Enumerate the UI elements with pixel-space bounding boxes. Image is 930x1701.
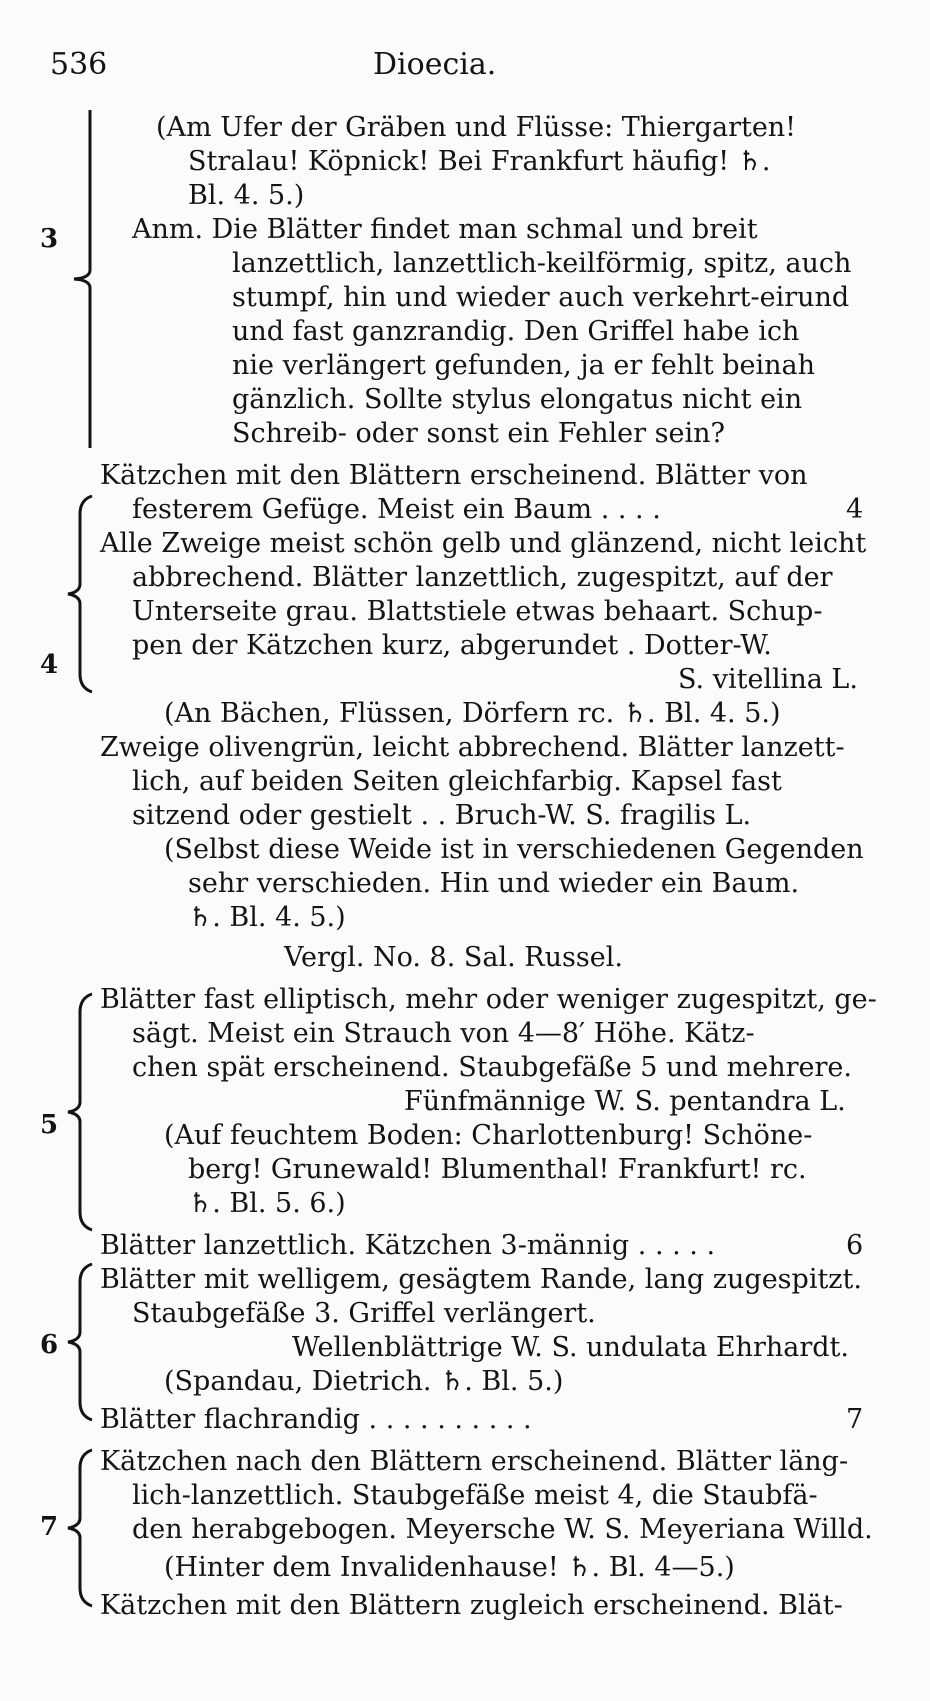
text-line: berg! Grunewald! Blumenthal! Frankfurt! rc. bbox=[188, 1154, 807, 1185]
key-reference: 6 bbox=[846, 1230, 864, 1261]
text-line: (Auf feuchtem Boden: Charlottenburg! Schöne- bbox=[164, 1120, 813, 1151]
key-reference: 4 bbox=[846, 494, 864, 525]
text-line: ♄. Bl. 5. 6.) bbox=[188, 1188, 346, 1219]
text-line: Bl. 4. 5.) bbox=[188, 180, 305, 211]
species-name: Fünfmännige W. S. pentandra L. bbox=[404, 1086, 846, 1117]
text-line: den herabgebogen. Meyersche W. S. Meyeriana Willd. bbox=[132, 1514, 873, 1545]
text-line: Blätter mit welligem, gesägtem Rande, lang zugespitzt. bbox=[100, 1264, 862, 1295]
text-line: pen der Kätzchen kurz, abgerundet . Dotter-W. bbox=[132, 630, 772, 661]
text-line: abbrechend. Blätter lanzettlich, zugespitzt, auf der bbox=[132, 562, 833, 593]
text-line: sägt. Meist ein Strauch von 4—8′ Höhe. Kätz- bbox=[132, 1018, 755, 1049]
text-line: Kätzchen mit den Blättern zugleich erscheinend. Blät- bbox=[100, 1590, 843, 1621]
brace-7 bbox=[62, 1448, 96, 1608]
text-line: Kätzchen mit den Blättern erscheinend. Blätter von bbox=[100, 460, 808, 491]
text-line: Blätter fast elliptisch, mehr oder weniger zugespitzt, ge- bbox=[100, 984, 877, 1015]
running-title: Dioecia. bbox=[373, 47, 497, 82]
text-line: Blätter flachrandig . . . . . . . . . . bbox=[100, 1404, 532, 1435]
text-line: Blätter lanzettlich. Kätzchen 3-männig . . . . . bbox=[100, 1230, 716, 1261]
text-line: nie verlängert gefunden, ja er fehlt beinah bbox=[232, 350, 816, 381]
text-line: Kätzchen nach den Blättern erscheinend. Blätter läng- bbox=[100, 1446, 849, 1477]
text-line: (An Bächen, Flüssen, Dörfern rc. ♄. Bl. 4. 5.) bbox=[164, 698, 781, 729]
text-line: Stralau! Köpnick! Bei Frankfurt häufig! ♄. bbox=[188, 146, 771, 177]
brace-6 bbox=[62, 1262, 96, 1422]
page-number: 536 bbox=[50, 47, 108, 82]
text-line: Staubgefäße 3. Griffel verlängert. bbox=[132, 1298, 596, 1329]
text-line: Alle Zweige meist schön gelb und glänzend, nicht leicht bbox=[100, 528, 867, 559]
text-line: gänzlich. Sollte stylus elongatus nicht ein bbox=[232, 384, 803, 415]
text-line: Zweige olivengrün, leicht abbrechend. Blätter lanzett- bbox=[100, 732, 845, 763]
text-line: Schreib- oder sonst ein Fehler sein? bbox=[232, 418, 725, 449]
brace-number-4: 4 bbox=[40, 650, 59, 680]
brace-3 bbox=[64, 108, 98, 450]
text-line: lich-lanzettlich. Staubgefäße meist 4, die Staubfä- bbox=[132, 1480, 818, 1511]
text-line: (Hinter dem Invalidenhause! ♄. Bl. 4—5.) bbox=[164, 1552, 735, 1583]
text-line: festerem Gefüge. Meist ein Baum . . . . bbox=[132, 494, 661, 525]
brace-number-3: 3 bbox=[40, 224, 59, 254]
text-line: sitzend oder gestielt . . Bruch-W. S. fragilis L. bbox=[132, 800, 752, 831]
brace-number-7: 7 bbox=[40, 1512, 59, 1542]
brace-4 bbox=[62, 494, 96, 694]
key-reference: 7 bbox=[846, 1404, 864, 1435]
species-name: S. vitellina L. bbox=[678, 664, 858, 695]
text-line: Anm. Die Blätter findet man schmal und breit bbox=[132, 214, 758, 245]
brace-5 bbox=[62, 992, 96, 1232]
text-line: und fast ganzrandig. Den Griffel habe ich bbox=[232, 316, 800, 347]
species-name: Wellenblättrige W. S. undulata Ehrhardt. bbox=[292, 1332, 849, 1363]
text-line: stumpf, hin und wieder auch verkehrt-eirund bbox=[232, 282, 850, 313]
text-line: lanzettlich, lanzettlich-keilförmig, spitz, auch bbox=[232, 248, 852, 279]
text-line: sehr verschieden. Hin und wieder ein Baum. bbox=[188, 868, 800, 899]
text-line: (Am Ufer der Gräben und Flüsse: Thiergarten! bbox=[156, 112, 797, 143]
text-line: lich, auf beiden Seiten gleichfarbig. Kapsel fast bbox=[132, 766, 782, 797]
brace-number-5: 5 bbox=[40, 1110, 59, 1140]
text-line: ♄. Bl. 4. 5.) bbox=[188, 902, 346, 933]
text-line: (Spandau, Dietrich. ♄. Bl. 5.) bbox=[164, 1366, 564, 1397]
brace-number-6: 6 bbox=[40, 1330, 59, 1360]
text-line: Unterseite grau. Blattstiele etwas behaart. Schup- bbox=[132, 596, 823, 627]
text-line: chen spät erscheinend. Staubgefäße 5 und mehrere. bbox=[132, 1052, 852, 1083]
text-line: (Selbst diese Weide ist in verschiedenen Gegenden bbox=[164, 834, 864, 865]
cross-reference: Vergl. No. 8. Sal. Russel. bbox=[284, 942, 623, 973]
